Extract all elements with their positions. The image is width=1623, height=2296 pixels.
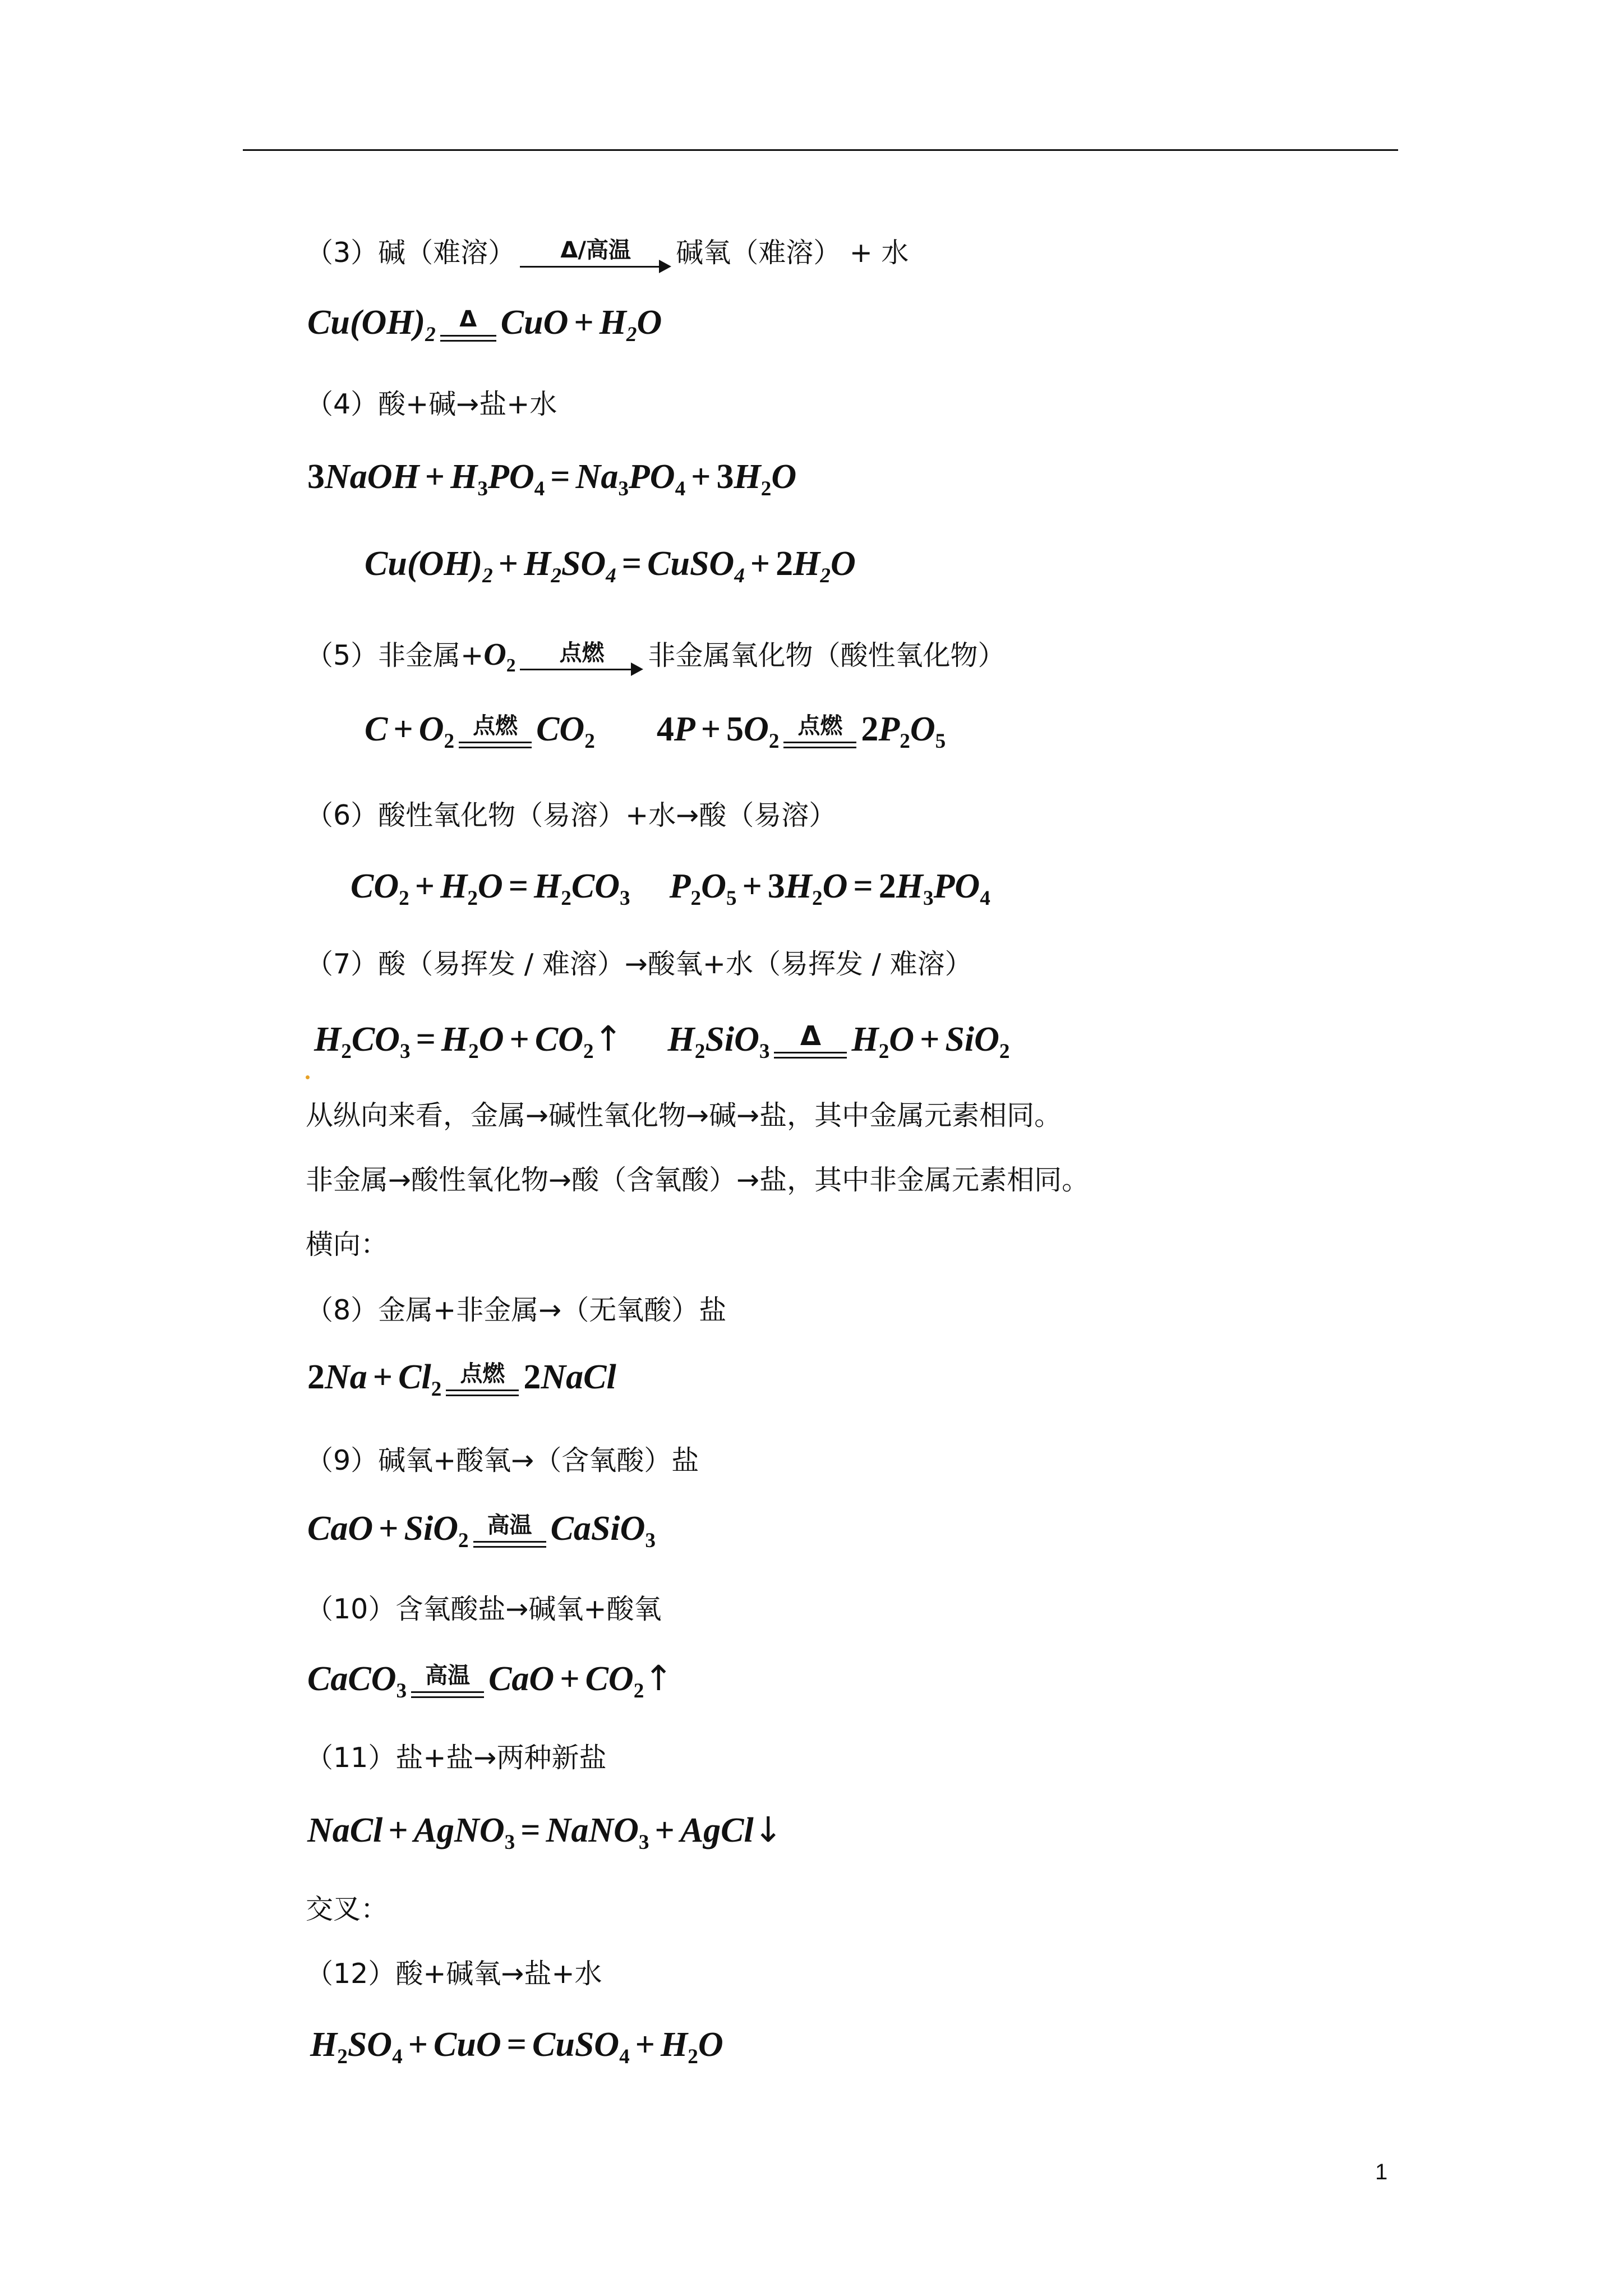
equation-6: $CO_2 + H_2O = H_2CO_3$ $P_2O_5 + 3H_2O = 2H_3PO_4$ (351, 867, 990, 910)
reaction-7-heading: （7）酸（易挥发 / 难溶）→酸氧+水（易挥发 / 难溶） (306, 948, 972, 980)
header-rule (243, 149, 1398, 151)
condition-arrow (520, 238, 671, 272)
reaction-5-heading: （5）非金属$+O_2$ 点燃 非金属氧化物（酸性氧化物） (306, 637, 1006, 676)
reaction-10-heading: （10）含氧酸盐→碱氧+酸氧 (306, 1593, 662, 1625)
heat-equals-sign: Δ (440, 307, 496, 345)
equation-10: CaCO$_3$ 高温 CaO + $CO_2↑$ (307, 1658, 674, 1703)
equation-12: $H_2SO_4$ + CuO = CuSO$_4$ + $H_2O$ (310, 2026, 723, 2069)
high-temp-equals-sign: 高温 (473, 1513, 546, 1551)
ignite-equals-sign: 点燃 (446, 1361, 519, 1400)
vertical-summary-2: 非金属→酸性氧化物→酸（含氧酸）→盐，其中非金属元素相同。 (306, 1164, 1090, 1196)
reaction-9-heading: （9）碱氧+酸氧→（含氧酸）盐 (306, 1444, 699, 1476)
ignite-equals-sign: 点燃 (783, 714, 856, 752)
cross-heading: 交叉： (306, 1893, 389, 1925)
reaction-3-heading (306, 231, 909, 272)
reaction-11-heading: （11）盐+盐→两种新盐 (306, 1742, 607, 1774)
reaction-4-heading: （4）酸+碱→盐+水 (306, 388, 557, 420)
reaction-3-product: 碱氧（难溶） + 水 (676, 237, 909, 269)
ignite-equals-sign: 点燃 (459, 714, 532, 752)
reaction-3-label: （3）碱（难溶） (306, 237, 516, 269)
condition-label: Δ/高温 (560, 237, 631, 263)
equation-4a: 3NaOH + $H_3PO_4 = Na_3PO_4 + 3H_2O$ (307, 458, 797, 501)
equation-8: $2Na + Cl_2$ 点燃 2NaCl (307, 1358, 616, 1401)
equation-4b: $Cu(OH)_2 + H_2SO_4$ = CuSO$_4$ + $2H_2O$ (365, 545, 856, 588)
stray-mark (306, 1075, 310, 1079)
reaction-6-heading: （6）酸性氧化物（易溶）+水→酸（易溶） (306, 799, 837, 831)
page-number: 1 (1375, 2160, 1388, 2184)
heat-equals-sign: Δ (774, 1024, 847, 1062)
equation-5: $C + O_2$ 点燃 $CO_2$ $4P + 5O_2$ 点燃 $2P_2O_5$ (365, 710, 946, 753)
ignite-arrow: 点燃 (520, 641, 643, 674)
reaction-12-heading: （12）酸+碱氧→盐+水 (306, 1958, 602, 1990)
vertical-summary-1: 从纵向来看，金属→碱性氧化物→碱→盐，其中金属元素相同。 (306, 1099, 1062, 1131)
horizontal-heading: 横向： (306, 1228, 389, 1260)
equation-7: $H_2CO_3 = H_2O$ + $CO_2↑$ $H_2SiO_3$ Δ $H_2O + SiO_2$ (314, 1018, 1010, 1064)
high-temp-equals-sign: 高温 (411, 1663, 484, 1701)
equation-11: NaCl + AgNO$_3$ = NaNO$_3$ + AgCl↓ (307, 1809, 783, 1855)
reaction-8-heading: （8）金属+非金属→（无氧酸）盐 (306, 1294, 727, 1326)
equation-9: CaO + SiO$_2$ 高温 CaSiO$_3$ (307, 1510, 656, 1553)
equation-3: $Cu(OH)_2$ Δ CuO + $H_2O$ (307, 303, 662, 347)
